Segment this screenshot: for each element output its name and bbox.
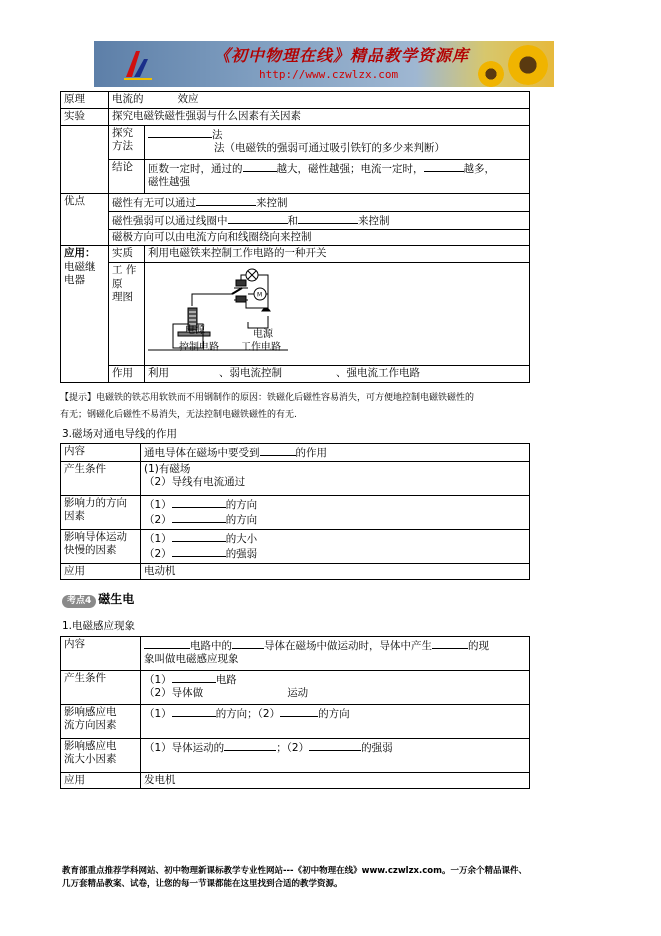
header-banner: [94, 41, 554, 87]
banner-url[interactable]: http://www.czwlzx.com: [259, 68, 399, 81]
tip-line: 【提示】电磁铁的铁芯用软铁而不用钢制作的原因：铁磁化后磁性容易消失，可方便地控制电磁铁磁性的: [60, 393, 475, 403]
row-label: 影响感应电 流方向因素: [61, 705, 141, 739]
section-title: 1.电磁感应现象: [62, 620, 136, 632]
method-label: 探究 方法: [109, 126, 145, 160]
key-point-heading: [62, 592, 134, 608]
key-point-badge: 考点4: [62, 595, 96, 608]
row-label: 影响导体运动 快慢的因素: [61, 530, 141, 564]
row-label: 实验: [61, 109, 109, 126]
footer-line: 教育部重点推荐学科网站、初中物理新课标教学专业性网站---《初中物理在线》www.czwlzx.com。一万余个精品课件、: [62, 866, 527, 876]
advantage-cell: 磁性强弱可以通过线圈中 和 来控制: [109, 212, 530, 230]
method-cell: 法 法（电磁铁的强弱可通过吸引铁钉的多少来判断）: [145, 126, 530, 160]
experiment-cell: 探究电磁铁磁性强弱与什么因素有关因素: [109, 109, 530, 126]
banner-title: 《初中物理在线》精品教学资源库: [214, 46, 470, 65]
row-label: 产生条件: [61, 671, 141, 705]
condition-cell: (1)有磁场 （2）导线有电流通过: [141, 462, 530, 496]
row-label: 优点: [61, 194, 109, 246]
essence-cell: 利用电磁铁来控制工作电路的一种开关: [145, 246, 530, 263]
power-source-label: 电源: [185, 325, 205, 337]
key-point-title: 磁生电: [98, 592, 135, 606]
svg-text:M: M: [257, 291, 263, 299]
advantage-cell: 磁性有无可以通过 来控制: [109, 194, 530, 212]
work-circuit-label: 工作电路: [241, 342, 281, 354]
electromagnet-table: [60, 91, 530, 383]
sunflower-decoration: [508, 45, 548, 85]
row-label: 原理: [61, 92, 109, 109]
conclusion-label: 结论: [109, 160, 145, 194]
diagram-label: 工 作 原 理图: [109, 263, 145, 366]
content-cell: 电路中的 导体在磁场中做运动时，导体中产生 的现 象叫做电磁感应现象: [141, 637, 530, 671]
essence-label: 实质: [109, 246, 145, 263]
function-cell: 利用 、弱电流控制 、强电流工作电路: [145, 366, 530, 382]
relay-diagram-cell: [145, 263, 530, 366]
direction-cell: （1） 的方向；（2） 的方向: [141, 705, 530, 739]
induction-table: [60, 636, 530, 789]
row-label: 应用: [61, 773, 141, 789]
principle-cell: 电流的 效应: [109, 92, 530, 109]
control-circuit-label: 控制电路: [179, 342, 219, 354]
speed-cell: （1） 的大小 （2） 的强弱: [141, 530, 530, 564]
application-cell: 发电机: [141, 773, 530, 789]
tip-line: 有无；钢磁化后磁性不易消失，无法控制电磁铁磁性的有无.: [60, 410, 297, 420]
footer-line: 几万套精品教案、试卷，让您的每一节课都能在这里找到合适的教学资源。: [62, 879, 343, 889]
advantage-cell: 磁极方向可以由电流方向和线圈绕向来控制: [109, 230, 530, 246]
condition-cell: （1） 电路 （2）导体做 运动: [141, 671, 530, 705]
application-cell: 电动机: [141, 564, 530, 580]
row-label: 影响力的方向 因素: [61, 496, 141, 530]
force-table: [60, 443, 530, 580]
sunflower-decoration: [478, 61, 504, 87]
content-cell: 通电导体在磁场中要受到 的作用: [141, 444, 530, 462]
relay-circuit-diagram: [148, 266, 308, 364]
row-label: 内容: [61, 637, 141, 671]
conclusion-cell: 匝数一定时，通过的 越大，磁性越强；电流一定时， 越多， 磁性越强: [145, 160, 530, 194]
empty-cell: [61, 126, 109, 194]
row-label: 产生条件: [61, 462, 141, 496]
application-label: 应用： 电磁继 电器: [61, 246, 109, 382]
row-label: 内容: [61, 444, 141, 462]
row-label: 影响感应电 流大小因素: [61, 739, 141, 773]
section-title: 3.磁场对通电导线的作用: [62, 428, 178, 440]
magnitude-cell: （1）导体运动的 ；（2） 的强弱: [141, 739, 530, 773]
function-label: 作用: [109, 366, 145, 382]
direction-cell: （1） 的方向 （2） 的方向: [141, 496, 530, 530]
site-logo-icon: [122, 47, 154, 81]
power-source-label: 电源: [253, 329, 273, 341]
row-label: 应用: [61, 564, 141, 580]
